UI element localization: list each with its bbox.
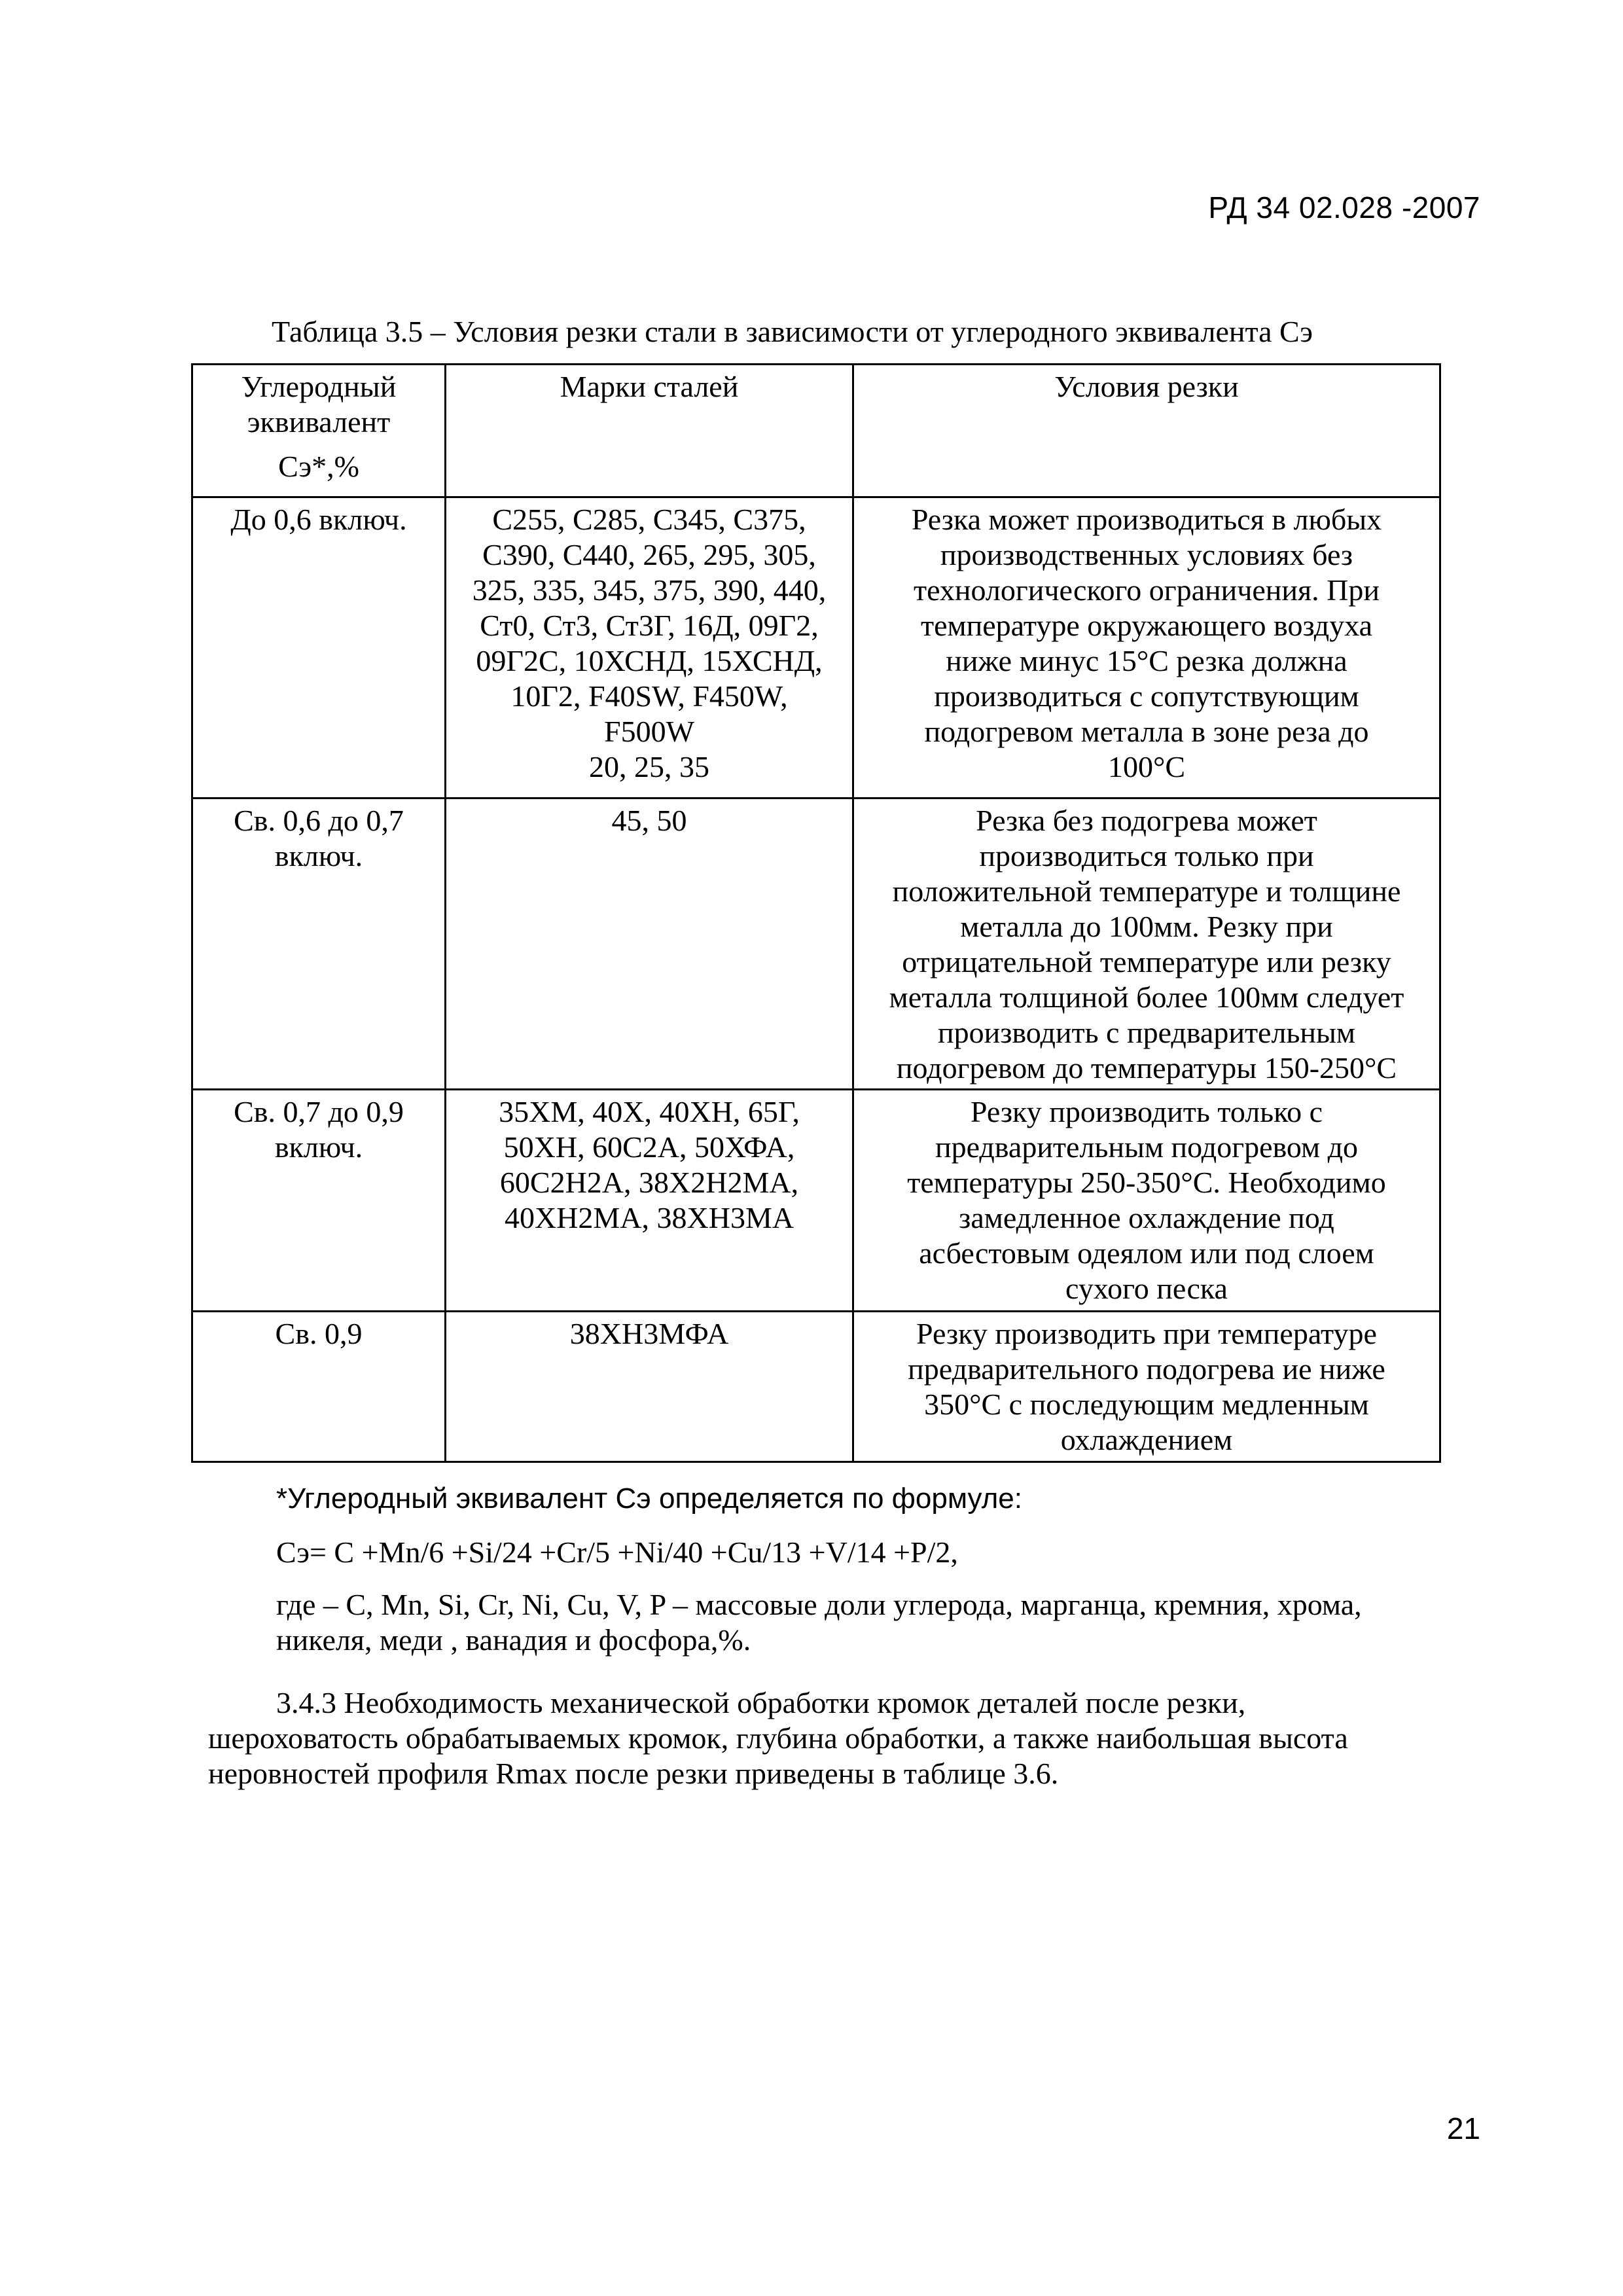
formula-legend: где – С, Mn, Si, Cr, Ni, Cu, V, P – массовые доли углерода, марганца, кремния, хрома, никеля, меди , ванадия и фосфора,%. [276,1588,1362,1657]
cell-line: металла до 100мм. Резку при [960,910,1333,943]
cell-line: 20, 25, 35 [589,750,709,783]
cell-line: Резка без подогрева может [976,804,1317,837]
cell-line: подогревом до температуры 150-250°С [896,1051,1397,1085]
cell-equivalent [192,497,446,798]
cell-line: 38ХН3МФА [569,1317,729,1350]
cell-line: Резку производить при температуре [916,1317,1377,1350]
cell-line: 35ХМ, 40Х, 40ХН, 65Г, [499,1095,800,1128]
cell-line: производственных условиях без [940,538,1353,571]
cell-equivalent [192,1090,446,1312]
cell-line: 40ХН2МА, 38ХН3МА [504,1201,794,1234]
cell-equivalent [192,798,446,1090]
cell-line: ниже минус 15°С резка должна [946,644,1347,677]
cell-line: отрицательной температуре или резку [902,945,1391,978]
cell-line: Св. 0,6 до 0,7 [234,804,404,837]
header-steel-grades: Марки сталей [446,365,853,497]
table-row [192,798,1440,1090]
footnote: *Углеродный эквивалент Сэ определяется по формуле: [276,1482,1022,1515]
table-header-row [192,365,1440,497]
cell-line: С390, С440, 265, 295, 305, [482,538,816,571]
cell-line: сухого песка [1065,1272,1228,1305]
cell-grades [446,798,853,1090]
cell-line: охлаждением [1060,1423,1233,1456]
table-row [192,497,1440,798]
cell-line: 10Г2, F40SW, F450W, [510,679,788,713]
cell-line: асбестовым одеялом или под слоем [919,1236,1374,1270]
header-carbon-equivalent [192,365,446,497]
cell-line: положительной температуре и толщине [892,874,1401,908]
steel-cutting-table [191,363,1441,1463]
cell-grades [446,497,853,798]
cell-line: 45, 50 [611,804,687,837]
page-number: 21 [1446,2111,1480,2145]
paragraph-first-line: 3.4.3 Необходимость механической обработки кромок деталей после резки, шероховатость [208,1686,1246,1755]
cell-line: Ст0, Ст3, Ст3Г, 16Д, 09Г2, [480,609,819,642]
cell-line: F500W [604,715,694,748]
cell-line: 350°С с последующим медленным [924,1388,1369,1421]
header-line: Углеродный [241,370,397,403]
table-caption: Таблица 3.5 – Условия резки стали в зависимости от углеродного эквивалента Сэ [272,315,1313,348]
cell-line: 325, 335, 345, 375, 390, 440, [472,573,827,607]
cell-line: предварительным подогревом до [935,1130,1359,1164]
cell-conditions [853,798,1440,1090]
cell-line: 100°С [1107,750,1186,783]
cell-conditions [853,1090,1440,1312]
table-row [192,1090,1440,1312]
cell-line: предварительного подогрева ие ниже [908,1352,1385,1386]
cell-line: Св. 0,9 [275,1317,363,1350]
cell-line: Резка может производиться в любых [911,503,1382,536]
paragraph-3-4-3 [208,1685,1393,1791]
document-code: РД 34 02.028 -2007 [1208,190,1480,224]
cell-line: 60С2Н2А, 38Х2Н2МА, [499,1166,799,1199]
cell-line: До 0,6 включ. [230,503,407,536]
cell-line: замедленное охлаждение под [959,1201,1334,1234]
carbon-equivalent-formula: Сэ= С +Mn/6 +Si/24 +Cr/5 +Ni/40 +Cu/13 +V/14 +P/2, [276,1535,958,1569]
cell-line: производить с предварительным [937,1016,1356,1049]
cell-line: температуре окружающего воздуха [920,609,1373,642]
cell-line: производиться только при [979,839,1314,872]
cell-line: Резку производить только с [970,1095,1323,1128]
cell-line: Св. 0,7 до 0,9 [234,1095,404,1128]
cell-equivalent [192,1312,446,1462]
cell-grades [446,1312,853,1462]
cell-conditions [853,497,1440,798]
cell-line: подогревом металла в зоне реза до [924,715,1369,748]
cell-conditions [853,1312,1440,1462]
header-line: эквивалент [247,405,391,439]
cell-line: 09Г2С, 10ХСНД, 15ХСНД, [476,644,823,677]
cell-grades [446,1090,853,1312]
cell-line: технологического ограничения. При [913,573,1380,607]
cell-line: С255, С285, С345, С375, [492,503,806,536]
cell-line: производиться с сопутствующим [934,679,1359,713]
cell-line: включ. [274,1130,363,1164]
header-cutting-conditions: Условия резки [853,365,1440,497]
cell-line: металла толщиной более 100мм следует [889,980,1404,1014]
cell-line: 50ХН, 60С2А, 50ХФА, [503,1130,795,1164]
cell-line: включ. [274,839,363,872]
header-line: Сэ*,% [278,450,359,483]
table-row [192,1312,1440,1462]
paragraph-continuation: обрабатываемых кромок, глубина обработки, а также наибольшая высота неровностей профиля Rmax после резки приведены в таблице 3.6. [208,1721,1348,1790]
cell-line: температуры 250-350°С. Необходимо [907,1166,1386,1199]
